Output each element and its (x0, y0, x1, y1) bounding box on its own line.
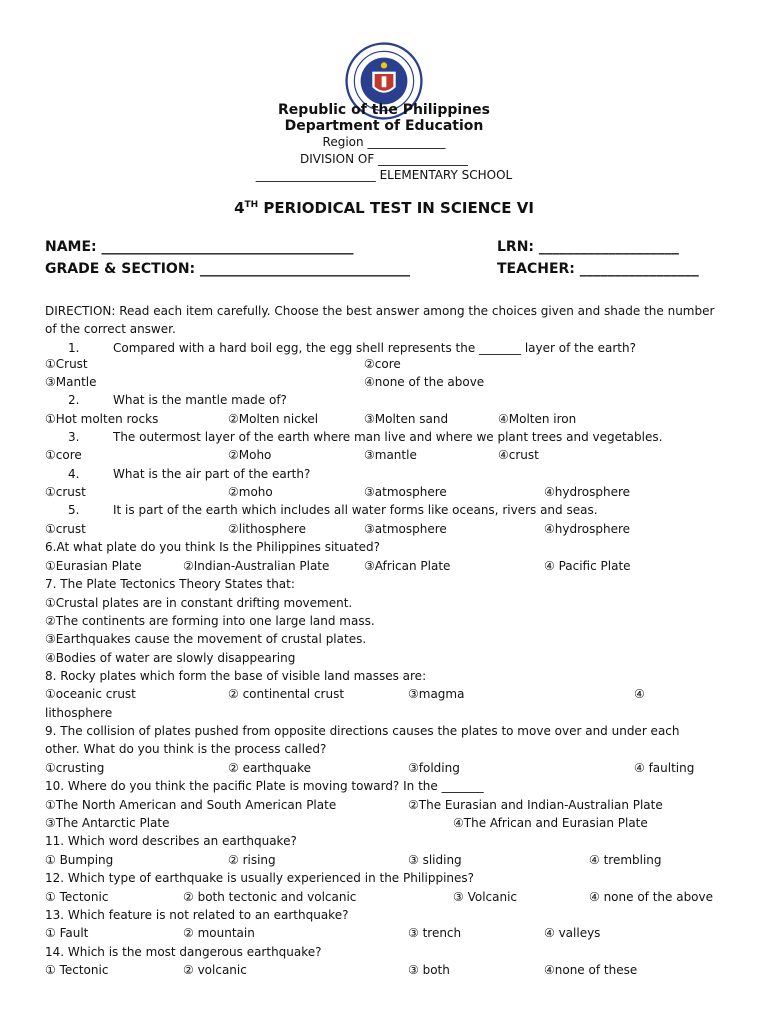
q5-text: It is part of the earth which includes all water forms like oceans, rivers and seas. (113, 503, 598, 517)
title-superscript: TH (244, 200, 259, 210)
q1-number: 1. (68, 341, 80, 355)
q8-choice-4[interactable]: ④ (634, 687, 645, 701)
q3-text: The outermost layer of the earth where man live and where we plant trees and vegetables. (113, 430, 663, 444)
q12-text: 12. Which type of earthquake is usually experienced in the Philippines? (45, 871, 475, 885)
q6-choice-2[interactable]: ②Indian-Australian Plate (183, 559, 330, 573)
q3-choice-1[interactable]: ①core (45, 448, 82, 462)
q6-text: 6.At what plate do you think Is the Philippines situated? (45, 540, 381, 554)
q5-choice-3[interactable]: ③atmosphere (364, 522, 447, 536)
q4-choice-1[interactable]: ①crust (45, 485, 86, 499)
q4-choice-4[interactable]: ④hydrosphere (544, 485, 631, 499)
q2-choice-3[interactable]: ③Molten sand (364, 412, 449, 426)
q9-choice-4[interactable]: ④ faulting (634, 761, 695, 775)
title-number: 4 (234, 199, 245, 217)
title-text: PERIODICAL TEST IN SCIENCE VI (258, 199, 534, 217)
name-field: NAME: ____________________________________ (45, 239, 354, 255)
test-title (0, 199, 768, 217)
q11-choice-2[interactable]: ② rising (228, 853, 276, 867)
q2-choice-4[interactable]: ④Molten iron (498, 412, 577, 426)
q8-choice-2[interactable]: ② continental crust (228, 687, 345, 701)
q2-text: What is the mantle made of? (113, 393, 287, 407)
q14-text: 14. Which is the most dangerous earthquake? (45, 945, 322, 959)
q8-choice-4-text: lithosphere (45, 706, 113, 720)
q7-choice-4[interactable]: ④Bodies of water are slowly disappearing (45, 651, 296, 665)
q1-choice-3[interactable]: ③Mantle (45, 375, 97, 389)
q5-choice-2[interactable]: ②lithosphere (228, 522, 306, 536)
q12-choice-3[interactable]: ③ Volcanic (453, 890, 518, 904)
q13-choice-2[interactable]: ② mountain (183, 926, 255, 940)
q6-choice-4[interactable]: ④ Pacific Plate (544, 559, 631, 573)
q2-choice-2[interactable]: ②Molten nickel (228, 412, 319, 426)
q8-text: 8. Rocky plates which form the base of visible land masses are: (45, 669, 427, 683)
q13-choice-3[interactable]: ③ trench (408, 926, 462, 940)
q11-text: 11. Which word describes an earthquake? (45, 834, 297, 848)
q9-text-line-2: other. What do you think is the process called? (45, 742, 327, 756)
q14-choice-4[interactable]: ④none of these (544, 963, 638, 977)
q4-number: 4. (68, 467, 80, 481)
q9-choice-3[interactable]: ③folding (408, 761, 460, 775)
q10-choice-2[interactable]: ②The Eurasian and Indian-Australian Plate (408, 798, 663, 812)
q7-choice-2[interactable]: ②The continents are forming into one large land mass. (45, 614, 375, 628)
q4-text: What is the air part of the earth? (113, 467, 311, 481)
q12-choice-4[interactable]: ④ none of the above (589, 890, 714, 904)
q1-choice-1[interactable]: ①Crust (45, 357, 88, 371)
q3-number: 3. (68, 430, 80, 444)
header-school: ____________________ ELEMENTARY SCHOOL (255, 168, 513, 182)
teacher-field: TEACHER: _________________ (497, 261, 699, 277)
q6-choice-1[interactable]: ①Eurasian Plate (45, 559, 142, 573)
q4-choice-2[interactable]: ②moho (228, 485, 273, 499)
grade-section-field: GRADE & SECTION: ______________________________ (45, 261, 411, 277)
q1-choice-2[interactable]: ②core (364, 357, 401, 371)
q13-text: 13. Which feature is not related to an earthquake? (45, 908, 349, 922)
q8-choice-1[interactable]: ①oceanic crust (45, 687, 136, 701)
header-region: Region _____________ (322, 135, 446, 149)
q9-choice-2[interactable]: ② earthquake (228, 761, 312, 775)
q10-choice-3[interactable]: ③The Antarctic Plate (45, 816, 170, 830)
q3-choice-3[interactable]: ③mantle (364, 448, 417, 462)
header-republic: Republic of the Philippines (278, 102, 490, 118)
q13-choice-1[interactable]: ① Fault (45, 926, 89, 940)
q10-choice-4[interactable]: ④The African and Eurasian Plate (453, 816, 648, 830)
q9-choice-1[interactable]: ①crusting (45, 761, 105, 775)
q1-text: Compared with a hard boil egg, the egg shell represents the _______ layer of the earth? (113, 341, 636, 355)
q14-choice-1[interactable]: ① Tectonic (45, 963, 109, 977)
direction-line-2: of the correct answer. (45, 322, 176, 336)
q10-choice-1[interactable]: ①The North American and South American Plate (45, 798, 337, 812)
q4-choice-3[interactable]: ③atmosphere (364, 485, 447, 499)
q6-choice-3[interactable]: ③African Plate (364, 559, 451, 573)
q7-choice-1[interactable]: ①Crustal plates are in constant drifting movement. (45, 596, 353, 610)
q11-choice-1[interactable]: ① Bumping (45, 853, 114, 867)
q10-text: 10. Where do you think the pacific Plate is moving toward? In the _______ (45, 779, 484, 793)
q1-choice-4[interactable]: ④none of the above (364, 375, 485, 389)
q3-choice-2[interactable]: ②Moho (228, 448, 272, 462)
header-division: DIVISION OF _______________ (299, 152, 469, 166)
q2-number: 2. (68, 393, 80, 407)
q12-choice-2[interactable]: ② both tectonic and volcanic (183, 890, 357, 904)
q7-text: 7. The Plate Tectonics Theory States that: (45, 577, 295, 591)
q7-choice-3[interactable]: ③Earthquakes cause the movement of crustal plates. (45, 632, 367, 646)
header-department: Department of Education (284, 118, 484, 134)
q14-choice-3[interactable]: ③ both (408, 963, 450, 977)
direction-line-1: DIRECTION: Read each item carefully. Choose the best answer among the choices given and shade the number (45, 304, 715, 318)
q3-choice-4[interactable]: ④crust (498, 448, 539, 462)
q11-choice-3[interactable]: ③ sliding (408, 853, 462, 867)
lrn-field: LRN: ____________________ (497, 239, 679, 255)
q14-choice-2[interactable]: ② volcanic (183, 963, 247, 977)
q5-choice-1[interactable]: ①crust (45, 522, 86, 536)
q11-choice-4[interactable]: ④ trembling (589, 853, 662, 867)
q12-choice-1[interactable]: ① Tectonic (45, 890, 109, 904)
q8-choice-3[interactable]: ③magma (408, 687, 465, 701)
q2-choice-1[interactable]: ①Hot molten rocks (45, 412, 159, 426)
q13-choice-4[interactable]: ④ valleys (544, 926, 601, 940)
q5-choice-4[interactable]: ④hydrosphere (544, 522, 631, 536)
q9-text-line-1: 9. The collision of plates pushed from opposite directions causes the plates to move over and under each (45, 724, 680, 738)
q5-number: 5. (68, 503, 80, 517)
